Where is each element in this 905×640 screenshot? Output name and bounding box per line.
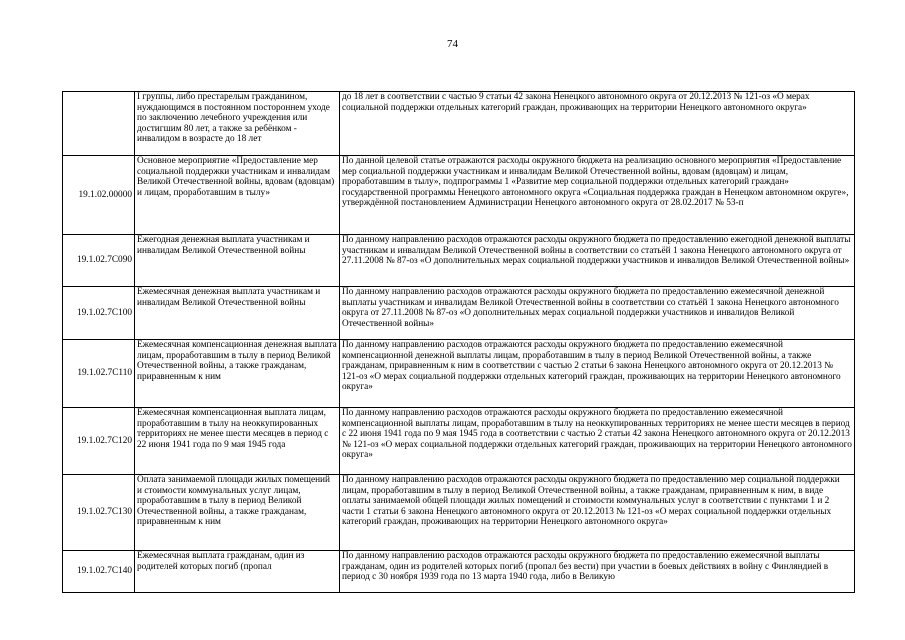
- target-article-name: I группы, либо престарелым гражданином, нуждающимся в постоянном постороннем уходе по заключению лечебного учреждения или достигшим 80 лет, а также за ребёнком - инвалидом в возрасте до 18 лет: [135, 92, 340, 156]
- target-article-name: Ежемесячная компенсационная денежная выплата лицам, проработавшим в тылу в период Великой Отечественной войны, а также гражданам, приравненным к ним: [135, 340, 340, 408]
- target-article-description: до 18 лет в соответствии с частью 9 статьи 42 закона Ненецкого автономного округа от 20.12.2013 № 121-оз «О мерах социальной поддержки отдельных категорий граждан, проживающих на территории Ненецкого автономного округа»: [340, 92, 855, 156]
- table-row: [63, 287, 855, 340]
- target-article-description: По данному направлению расходов отражаются расходы окружного бюджета по предоставлению ежемесячной денежной выплаты участникам и инвалидам Великой Отечественной войны в соответствии со статьёй 1 закона Ненецкого автономного округа от 27.11.2008 № 87-оз «О дополнительных мерах социальной поддержки участников и инвалидов Великой Отечественной войны»: [340, 287, 855, 340]
- target-article-name: Ежегодная денежная выплата участникам и инвалидам Великой Отечественной войны: [135, 235, 340, 287]
- table-row: [63, 475, 855, 551]
- table-row: [63, 551, 855, 593]
- target-article-code: [63, 92, 135, 156]
- target-article-code: 19.1.02.7С100: [63, 287, 135, 340]
- target-article-name: Ежемесячная денежная выплата участникам и инвалидам Великой Отечественной войны: [135, 287, 340, 340]
- target-article-code: 19.1.02.7С140: [63, 551, 135, 593]
- target-article-name: Основное мероприятие «Предоставление мер социальной поддержки участникам и инвалидам Великой Отечественной войны, вдовам (вдовцам) и лицам, проработавшим в тылу»: [135, 156, 340, 235]
- table-row: [63, 235, 855, 287]
- table-row: [63, 340, 855, 408]
- target-article-description: По данному направлению расходов отражаются расходы окружного бюджета по предоставлению ежемесячной компенсационной денежной выплаты лицам, проработавшим в тылу в период Великой Отечественной войны, а также гражданам, приравненным к ним в соответствии с частью 2 статьи 6 закона Ненецкого автономного округа от 20.12.2013 № 121-оз «О мерах социальной поддержки отдельных категорий граждан, проживающих на территории Ненецкого автономного округа»: [340, 340, 855, 408]
- target-article-description: По данной целевой статье отражаются расходы окружного бюджета на реализацию основного мероприятия «Предоставление мер социальной поддержки участникам и инвалидам Великой Отечественной войны, вдовам (вдовцам) и лицам, проработавшим в тылу», подпрограммы 1 «Развитие мер социальной поддержки отдельных категорий граждан» государственной программы Ненецкого автономного округа «Социальная поддержка граждан в Ненецком автономном округе», утверждённой постановлением Администрации Ненецкого автономного округа от 28.02.2017 № 53-п: [340, 156, 855, 235]
- target-article-code: 19.1.02.7С120: [63, 408, 135, 475]
- target-article-description: По данному направлению расходов отражаются расходы окружного бюджета по предоставлению мер социальной поддержки лицам, проработавшим в тылу в период Великой Отечественной войны, а также гражданам, приравненным к ним, в виде оплаты занимаемой общей площади жилых помещений и стоимости коммунальных услуг в соответствии с пунктами 1 и 2 части 1 статьи 6 закона Ненецкого автономного округа от 20.12.2013 № 121-оз «О мерах социальной поддержки отдельных категорий граждан, проживающих на территории Ненецкого автономного округа»: [340, 475, 855, 551]
- target-article-description: По данному направлению расходов отражаются расходы окружного бюджета по предоставлению ежемесячной выплаты гражданам, один из родителей которых погиб (пропал без вести) при участии в боевых действиях в войну с Финляндией в период с 30 ноября 1939 года по 13 марта 1940 года, либо в Великую: [340, 551, 855, 593]
- page-number: 74: [447, 38, 458, 50]
- target-article-description: По данному направлению расходов отражаются расходы окружного бюджета по предоставлению ежегодной денежной выплаты участникам и инвалидам Великой Отечественной войны в соответствии со статьёй 1 закона Ненецкого автономного округа от 27.11.2008 № 87-оз «О дополнительных мерах социальной поддержки участников и инвалидов Великой Отечественной войны»: [340, 235, 855, 287]
- target-article-code: 19.1.02.7С090: [63, 235, 135, 287]
- target-article-code: 19.1.02.7С130: [63, 475, 135, 551]
- table-row: [63, 156, 855, 235]
- target-article-name: Оплата занимаемой площади жилых помещений и стоимости коммунальных услуг лицам, проработавшим в тылу в период Великой Отечественной войны, а также гражданам, приравненным к ним: [135, 475, 340, 551]
- target-article-name: Ежемесячная компенсационная выплата лицам, проработавшим в тылу на неоккупированных территориях не менее шести месяцев в период с 22 июня 1941 года по 9 мая 1945 года: [135, 408, 340, 475]
- target-article-name: Ежемесячная выплата гражданам, один из родителей которых погиб (пропал: [135, 551, 340, 593]
- table-row: [63, 92, 855, 156]
- budget-classification-table: [62, 91, 855, 593]
- target-article-code: 19.1.02.00000: [63, 156, 135, 235]
- target-article-description: По данному направлению расходов отражаются расходы окружного бюджета по предоставлению ежемесячной компенсационной выплаты лицам, проработавшим в тылу на неоккупированных территориях не менее шести месяцев в период с 22 июня 1941 года по 9 мая 1945 года в соответствии с частью 2 статьи 42 закона Ненецкого автономного округа от 20.12.2013 № 121-оз «О мерах социальной поддержки отдельных категорий граждан, проживающих на территории Ненецкого автономного округа»: [340, 408, 855, 475]
- target-article-code: 19.1.02.7С110: [63, 340, 135, 408]
- table-row: [63, 408, 855, 475]
